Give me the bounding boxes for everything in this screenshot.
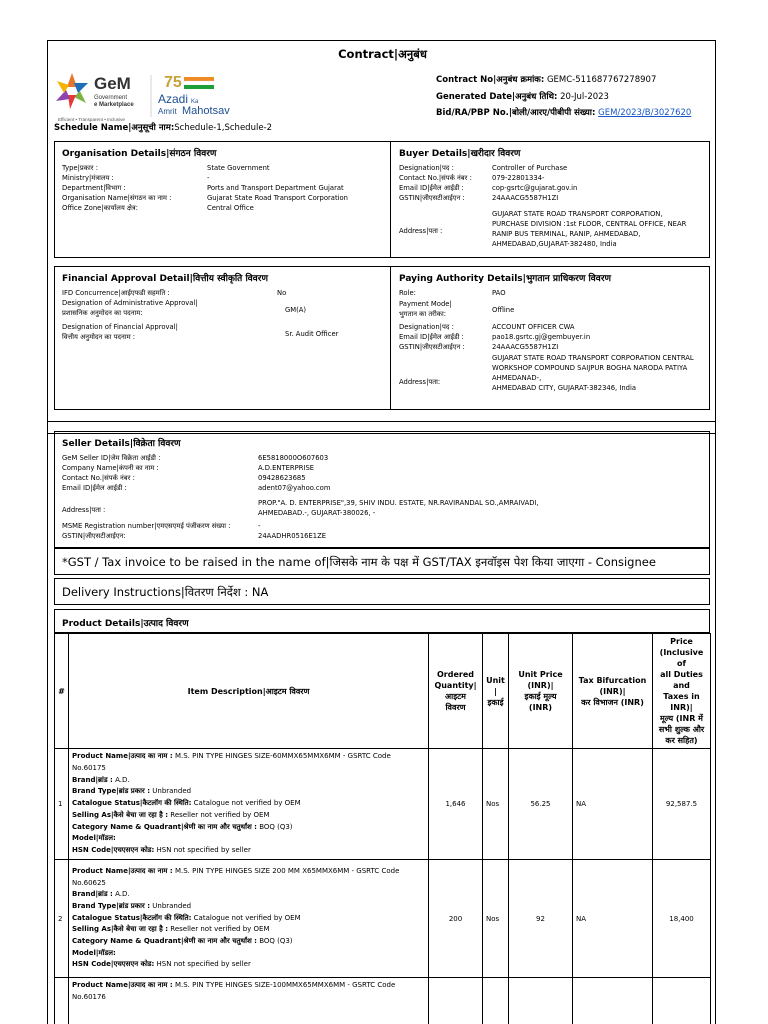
gem-azadi-logo (54, 67, 244, 123)
paying-labels: Designation|पद : Email ID|ईमेल आईडी : GSTIN|जीएसटीआईएन : (399, 323, 465, 351)
gem-name: GeM (94, 74, 131, 93)
product-title-row (54, 609, 710, 633)
paying-email: pao18.gsrtc.gj@gembuyer.in (492, 333, 591, 341)
buyer-labels: Designation|पद : Contact No.|संपर्क नंबर : Email ID|ईमेल आईडी : GSTIN|जीएसटीआईएन : (399, 164, 472, 202)
delivery-row (54, 578, 710, 605)
gst-note: *GST / Tax invoice to be raised in the name of|जिसके नाम के पक्ष में GST/TAX इनवॉइस पेश किया जाएगा - Consignee (62, 555, 656, 569)
table-row: 2 Product Name|उत्पाद का नाम : M.S. PIN TYPE HINGES SIZE 200 MM X65MMX6MM - GSRTC Code No.60625 Brand|ब्रांड : A.D. Brand Type|ब्रांड प्रकार : Unbranded Catalogue Status|कैटलॉग की स्थिति: Catalogue not verified by OEM Selling As|कैसे बेचा जा रहा है : Reseller not verified by OEM Category Name & Quadrant|श्रेणी का नाम और चतुर्थांश : BOQ (Q3) Model|मॉडल: HSN Code|एचएसएन कोड: HSN not specified by seller 200 Nos 92 NA 18,400 (55, 860, 711, 978)
seller-section: Seller Details|विक्रेता विवरण GeM Seller ID|जेम विक्रेता आईडी : Company Name|कंपनी का नाम : Contact No.|संपर्क नंबर : Email ID|ईमेल आईडी : 6E5818000O607603 A.D.ENTERPRISE 09428623685 adent07@yahoo.com Address|पता : PROP."A. D. ENTERPRISE",39, SHIV INDU. ESTATE, NR.RAVIRANDAL SO.,AMRAIVADI, AHMEDABAD.-, GUJARAT-380026, - MSME Registration number|एमएसएमई पंजीकरण संख्या : - GSTIN|जीएसटीआईएन: 24AADHR0516E1ZE (54, 431, 710, 548)
organisation-title: Organisation Details|संगठन विवरण (62, 149, 217, 159)
generated-date: Generated Date|अनुबंध तिथि: 20-Jul-2023 (436, 92, 609, 102)
seller-address: PROP."A. D. ENTERPRISE",39, SHIV INDU. ESTATE, NR.RAVIRANDAL SO.,AMRAIVADI, AHMEDABAD.-, GUJARAT-380026, - (258, 499, 539, 517)
buyer-address: GUJARAT STATE ROAD TRANSPORT CORPORATION, PURCHASE DIVISION :1st FLOOR, CENTRAL OFFICE, NEAR RANIP BUS TERMINAL, RANIP, AHMEDABAD, AHMEDABAD,GUJARAT-382480, India (492, 210, 687, 248)
page-title: Contract|अनुबंध (338, 47, 427, 61)
svg-text:Government: Government (94, 95, 128, 101)
table-row: 1 Product Name|उत्पाद का नाम : M.S. PIN TYPE HINGES SIZE-60MMX65MMX6MM - GSRTC Code No.60175 Brand|ब्रांड : A.D. Brand Type|ब्रांड प्रकार : Unbranded Catalogue Status|कैटलॉग की स्थिति: Catalogue not verified by OEM Selling As|कैसे बेचा जा रहा है : Reseller not verified by OEM Category Name & Quadrant|श्रेणी का नाम और चतुर्थांश : BOQ (Q3) Model|मॉडल: HSN Code|एचएसएन कोड: HSN not specified by seller 1,646 Nos 56.25 NA 92,587.5 (55, 749, 711, 860)
delivery-instructions: Delivery Instructions|वितरण निर्देश : NA (62, 585, 269, 599)
financial-title: Financial Approval Detail|वित्तीय स्वीकृति विवरण (62, 274, 268, 284)
seller-title: Seller Details|विक्रेता विवरण (62, 439, 181, 449)
bid-number: Bid/RA/PBP No.|बोली/आरए/पीबीपी संख्या: GEM/2023/B/3027620 (436, 108, 692, 118)
organisation-values: State Government - Ports and Transport Department Gujarat Gujarat State Road Transport Corporation Central Office (207, 164, 348, 212)
gem-logo-icon (54, 67, 244, 123)
contract-number: Contract No|अनुबंध क्रमांक: GEMC-511687767278907 (436, 75, 657, 85)
seller-values: 6E5818000O607603 A.D.ENTERPRISE 09428623685 adent07@yahoo.com (258, 454, 331, 492)
schedule-name: Schedule Name|अनुसूची नाम:Schedule-1,Schedule-2 (54, 123, 273, 133)
svg-text:Mahotsav: Mahotsav (182, 105, 230, 117)
gst-note-row (54, 548, 710, 575)
svg-text:Ka: Ka (191, 99, 199, 105)
buyer-values: Controller of Purchase 079-22801334- cop-gsrtc@gujarat.gov.in 24AAACG5587H1ZI (492, 164, 578, 202)
buyer-address-label: Address|पता : (399, 227, 443, 235)
svg-text:e Marketplace: e Marketplace (94, 102, 134, 108)
buyer-email: cop-gsrtc@gujarat.gov.in (492, 184, 578, 192)
svg-text:Azadi: Azadi (158, 92, 189, 106)
product-table-header: # Item Description|आइटम विवरण Ordered Quantity| आइटम विवरण Unit | इकाई Unit Price (INR)| इकाई मूल्य (INR) Tax Bifurcation (INR)| कर विभाजन (INR) Price (Inclusive of all Duties and Taxes in INR)| मूल्य (INR में सभी शुल्क और कर सहित) (55, 634, 711, 749)
product-title: Product Details|उत्पाद विवरण (62, 619, 189, 629)
bid-number-link[interactable]: GEM/2023/B/3027620 (598, 108, 692, 118)
organisation-buyer-section (54, 141, 710, 258)
paying-title: Paying Authority Details|भुगतान प्राधिकरण विवरण (399, 274, 612, 284)
organisation-labels: Type|प्रकार : Ministry|मंत्रालय : Department|विभाग : Organisation Name|संगठन का नाम : Office Zone|कार्यालय क्षेत्र: (62, 164, 172, 212)
svg-text:Efficient • Transparent • Incl: Efficient • Transparent • Inclusive (58, 117, 125, 122)
product-table (54, 633, 711, 1024)
table-row: Product Name|उत्पाद का नाम : M.S. PIN TYPE HINGES SIZE-100MMX65MMX6MM - GSRTC Code No.60176 (55, 978, 711, 1024)
paying-address: GUJARAT STATE ROAD TRANSPORT CORPORATION CENTRAL WORKSHOP COMPOUND SAIJPUR BOGHA NARODA PATIYA AHMEDANAD-, AHMEDABAD CITY, GUJARAT-382346, India (492, 354, 694, 392)
buyer-title: Buyer Details|खरीदार विवरण (399, 149, 521, 159)
contract-page (47, 40, 716, 1024)
paying-values: ACCOUNT OFFICER CWA pao18.gsrtc.gj@gembuyer.in 24AAACG5587H1ZI (492, 323, 591, 351)
financial-paying-section: Financial Approval Detail|वित्तीय स्वीकृति विवरण IFD Concurrence|आईएफडी सहमति : No Designation of Administrative Approval| प्रशासनिक अनुमोदन का पदनाम: GM(A) Designation of Financial Approval| वित्तीय अनुमोदन का पदनाम : Sr. Audit Officer Paying Authority Details|भुगतान प्राधिकरण विवरण Role: PAO Payment Mode| भुगतान का तरीका: Offline Designation|पद : Email ID|ईमेल आईडी : GSTIN|जीएसटीआईएन : ACCOUNT OFFICER CWA pao18.gsrtc.gj@gembuyer.in 24AAACG5587H1ZI Address|पता: GUJARAT STATE ROAD TRANSPORT CORPORATION CENTRAL WORKSHOP COMPOUND SAIJPUR BOGHA NARODA PATIYA AHMEDANAD-, AHMEDABAD CITY, GUJARAT-382346, India (54, 266, 710, 410)
seller-labels: GeM Seller ID|जेम विक्रेता आईडी : Company Name|कंपनी का नाम : Contact No.|संपर्क नंबर : Email ID|ईमेल आईडी : (62, 454, 161, 492)
svg-text:Amrit: Amrit (158, 107, 177, 116)
seller-email: adent07@yahoo.com (258, 484, 331, 492)
svg-text:75: 75 (164, 74, 182, 91)
